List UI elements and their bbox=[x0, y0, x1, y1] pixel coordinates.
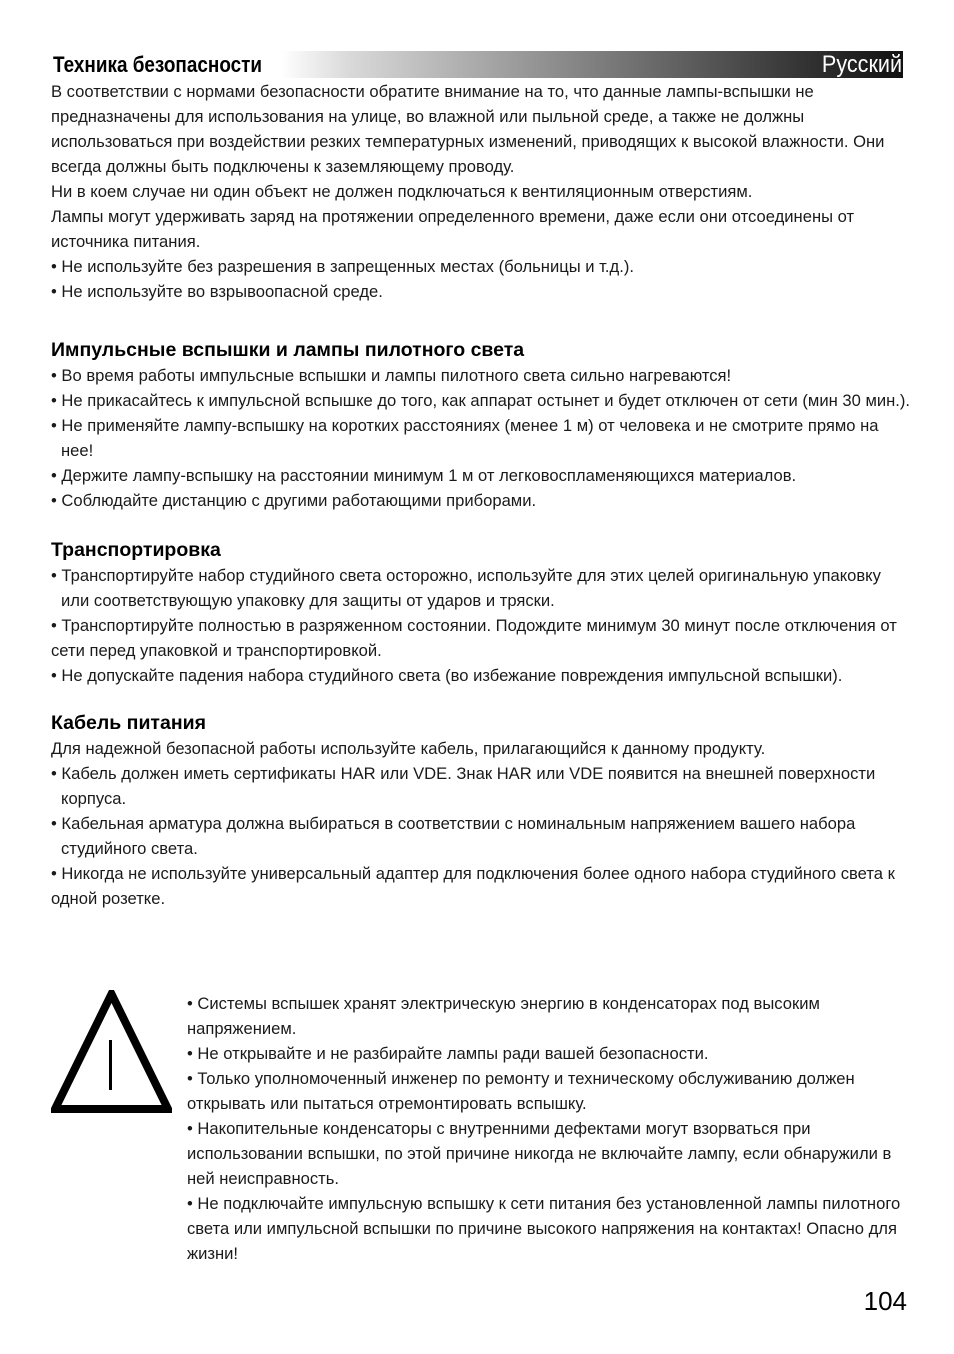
warning-block bbox=[187, 991, 902, 1266]
list-item: • Не применяйте лампу-вспышку на коротких расстояниях (менее 1 м) от человека и не смотрите прямо на нее! bbox=[51, 416, 879, 460]
intro-paragraph: Ни в коем случае ни один объект не должен подключаться к вентиляционным отверстиям. bbox=[51, 182, 753, 201]
list-item: • Держите лампу-вспышку на расстоянии минимум 1 м от легковоспламеняющихся материалов. bbox=[51, 466, 797, 485]
intro-bullet: • Не используйте во взрывоопасной среде. bbox=[51, 282, 383, 301]
main-content bbox=[51, 79, 911, 911]
list-item: • Соблюдайте дистанцию с другими работающими приборами. bbox=[51, 491, 537, 510]
warning-item: • Только уполномоченный инженер по ремонту и техническому обслуживанию должен открывать или пытаться отремонтировать вспышку. bbox=[187, 1069, 855, 1113]
section-title-transport: Транспортировка bbox=[51, 539, 221, 561]
warning-item: • Системы вспышек хранят электрическую энергию в конденсаторах под высоким напряжением. bbox=[187, 994, 820, 1038]
warning-item: • Не подключайте импульсную вспышку к сети питания без установленной лампы пилотного света или импульсной вспышки по причине высокого напряжения на контактах! Опасно для жизни! bbox=[187, 1194, 901, 1263]
warning-item: • Накопительные конденсаторы с внутренними дефектами могут взорваться при использовании вспышки, по этой причине никогда не включайте лампу, если обнаружили в ней неисправность. bbox=[187, 1119, 892, 1188]
intro-bullet: • Не используйте без разрешения в запрещенных местах (больницы и т.д.). bbox=[51, 257, 634, 276]
page-title: Техника безопасности bbox=[53, 52, 263, 77]
warning-item: • Не открывайте и не разбирайте лампы ради вашей безопасности. bbox=[187, 1044, 709, 1063]
list-item: • Не прикасайтесь к импульсной вспышке до того, как аппарат остынет и будет отключен от сети (мин 30 мин.). bbox=[51, 391, 911, 410]
list-item: • Никогда не используйте универсальный адаптер для подключения более одного набора студийного света к одной розетке. bbox=[51, 864, 895, 908]
warning-triangle-icon bbox=[51, 990, 172, 1113]
list-item: • Во время работы импульсные вспышки и лампы пилотного света сильно нагреваются! bbox=[51, 366, 732, 385]
list-item: • Кабельная арматура должна выбираться в соответствии с номинальным напряжением вашего набора студийного света. bbox=[51, 814, 856, 858]
intro-paragraph: Лампы могут удерживать заряд на протяжении определенного времени, даже если они отсоединены от источника питания. bbox=[51, 207, 855, 251]
list-item: • Транспортируйте набор студийного света осторожно, используйте для этих целей оригинальную упаковку или соответствующую упаковку для защиты от ударов и тряски. bbox=[51, 566, 881, 610]
section-title-power-cable: Кабель питания bbox=[51, 712, 206, 734]
intro-paragraph: В соответствии с нормами безопасности обратите внимание на то, что данные лампы-вспышки не предназначены для использования на улице, во влажной или пыльной среде, а также не должны использоваться при воздействии резких температурных изменений, приводящих к высокой влажности. Они всегда должны быть подключены к заземляющему проводу. bbox=[51, 82, 885, 176]
section-title-flash: Импульсные вспышки и лампы пилотного света bbox=[51, 339, 525, 361]
list-item: • Не допускайте падения набора студийного света (во избежание повреждения импульсной вспышки). bbox=[51, 666, 843, 685]
list-item: • Кабель должен иметь сертификаты HAR или VDE. Знак HAR или VDE появится на внешней поверхности корпуса. bbox=[51, 764, 876, 808]
section-intro: Для надежной безопасной работы используйте кабель, прилагающийся к данному продукту. bbox=[51, 739, 766, 758]
page-number: 104 bbox=[863, 1286, 907, 1316]
language-label: Русский bbox=[821, 51, 902, 78]
list-item: • Транспортируйте полностью в разряженном состоянии. Подождите минимум 30 минут после отключения от сети перед упаковкой и транспортировкой. bbox=[51, 616, 897, 660]
